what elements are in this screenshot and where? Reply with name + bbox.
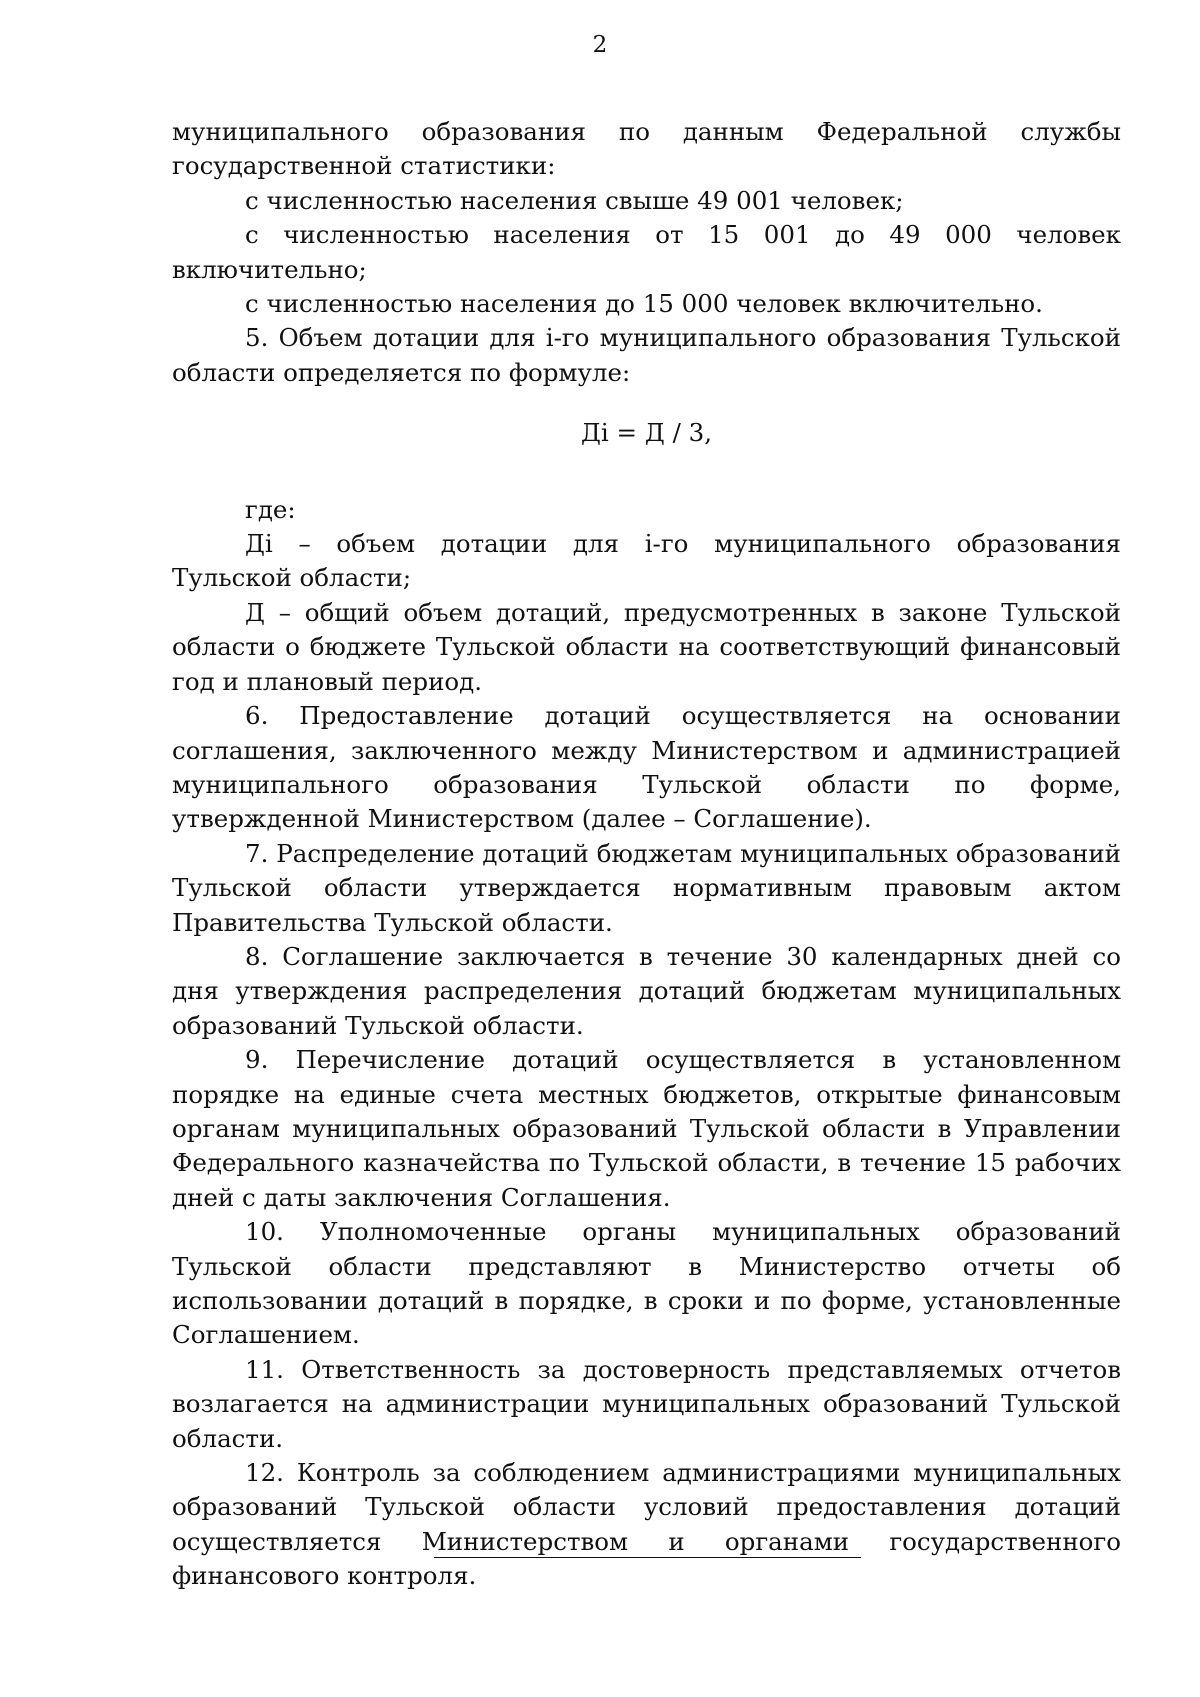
clause-11: 11. Ответственность за достоверность представляемых отчетов возлагается на администрации муниципальных образований Тульской области. [172, 1354, 1121, 1453]
clause-9: 9. Перечисление дотаций осуществляется в установленном порядке на единые счета местных бюджетов, открытые финансовым органам муниципальных образований Тульской области в Управлении Федерального казначейства по Тульской области, в течение 15 рабочих дней с даты заключения Соглашения. [172, 1045, 1121, 1212]
where-label: где: [245, 494, 296, 524]
clause-5: 5. Объем дотации для i-го муниципального образования Тульской области определяется по формуле: [172, 323, 1121, 387]
population-group-1: с численностью населения свыше 49 001 человек; [245, 185, 904, 215]
definition-di: Дi – объем дотации для i-го муниципального образования Тульской области; [172, 529, 1121, 593]
end-divider-line [434, 1557, 861, 1558]
clause-7: 7. Распределение дотаций бюджетам муниципальных образований Тульской области утверждается нормативным правовым актом Правительства Тульской области. [172, 838, 1121, 937]
definition-d: Д – общий объем дотаций, предусмотренных в законе Тульской области о бюджете Тульской области на соответствующий финансовый год и плановый период. [172, 597, 1121, 696]
intro-paragraph: муниципального образования по данным Федеральной службы государственной статистики: [172, 117, 1121, 181]
document-body [172, 115, 1121, 1594]
page-number: 2 [592, 32, 608, 58]
population-group-3: с численностью населения до 15 000 человек включительно. [245, 289, 1043, 319]
clause-12: 12. Контроль за соблюдением администрациями муниципальных образований Тульской области условий предоставления дотаций осуществляется Министерством и органами государственного финансового контроля. [172, 1458, 1121, 1591]
clause-6: 6. Предоставление дотаций осуществляется на основании соглашения, заключенного между Министерством и администрацией муниципального образования Тульской области по форме, утвержденной Министерством (далее – Соглашение). [172, 701, 1121, 834]
clause-8: 8. Соглашение заключается в течение 30 календарных дней со дня утверждения распределения дотаций бюджетам муниципальных образований Тульской области. [172, 941, 1121, 1040]
clause-10: 10. Уполномоченные органы муниципальных образований Тульской области представляют в Министерство отчеты об использовании дотаций в порядке, в сроки и по форме, установленные Соглашением. [172, 1217, 1121, 1350]
population-group-2: с численностью населения от 15 001 до 49 000 человек включительно; [172, 220, 1121, 284]
formula: Дi = Д / 3, [581, 418, 712, 448]
